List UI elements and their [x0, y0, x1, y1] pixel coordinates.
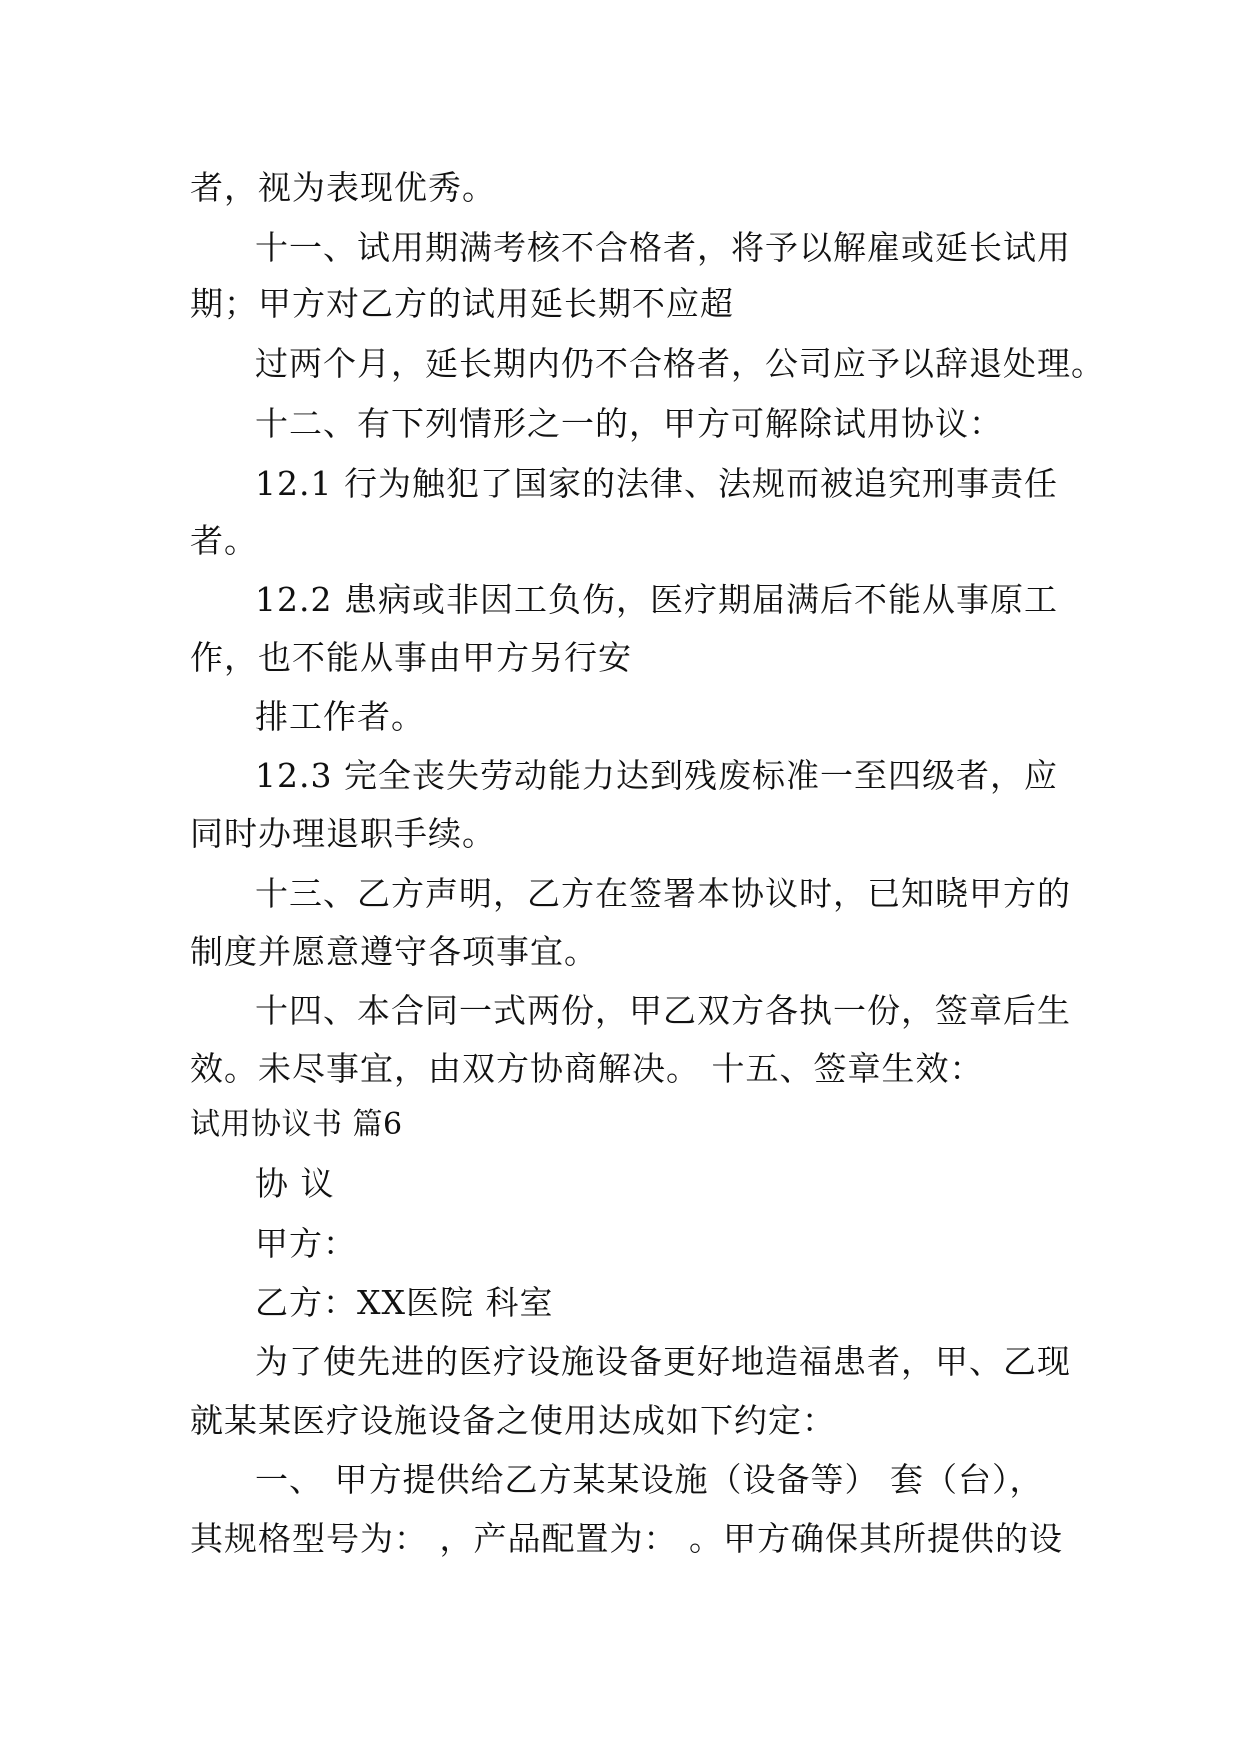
text-line: 乙方：XX医院 科室 — [255, 1283, 554, 1322]
text-line: 同时办理退职手续。 — [190, 814, 496, 853]
text-line: 作，也不能从事由甲方另行安 — [190, 638, 632, 677]
text-line: 者。 — [190, 521, 258, 560]
text-line: 效。未尽事宜，由双方协商解决。 十五、签章生效： — [190, 1049, 984, 1088]
text-line: 就某某医疗设施设备之使用达成如下约定： — [190, 1401, 836, 1440]
text-line: 过两个月，延长期内仍不合格者，公司应予以辞退处理。 — [255, 344, 1105, 383]
text-line: 者，视为表现优秀。 — [190, 168, 496, 207]
text-line: 制度并愿意遵守各项事宜。 — [190, 932, 598, 971]
section-title: 试用协议书 篇6 — [190, 1107, 403, 1142]
text-line: 十一、试用期满考核不合格者，将予以解雇或延长试用 — [255, 228, 1071, 267]
text-line: 期；甲方对乙方的试用延长期不应超 — [190, 284, 734, 323]
text-line: 十四、本合同一式两份，甲乙双方各执一份，签章后生 — [255, 991, 1071, 1030]
text-line: 12.1 行为触犯了国家的法律、法规而被追究刑事责任 — [255, 464, 1058, 503]
text-line: 十三、乙方声明，乙方在签署本协议时，已知晓甲方的 — [255, 874, 1071, 913]
text-line: 十二、有下列情形之一的，甲方可解除试用协议： — [255, 404, 1003, 443]
text-line: 一、 甲方提供给乙方某某设施（设备等） 套（台）， — [255, 1460, 1044, 1499]
text-line: 甲方： — [255, 1224, 357, 1263]
text-line: 12.3 完全丧失劳动能力达到残废标准一至四级者，应 — [255, 756, 1058, 795]
text-line: 12.2 患病或非因工负伤，医疗期届满后不能从事原工 — [255, 580, 1058, 619]
text-line: 排工作者。 — [255, 697, 425, 736]
text-line: 协 议 — [255, 1164, 335, 1203]
text-line: 其规格型号为： ，产品配置为： 。甲方确保其所提供的设 — [190, 1519, 1063, 1558]
text-line: 为了使先进的医疗设施设备更好地造福患者，甲、乙现 — [255, 1342, 1071, 1381]
